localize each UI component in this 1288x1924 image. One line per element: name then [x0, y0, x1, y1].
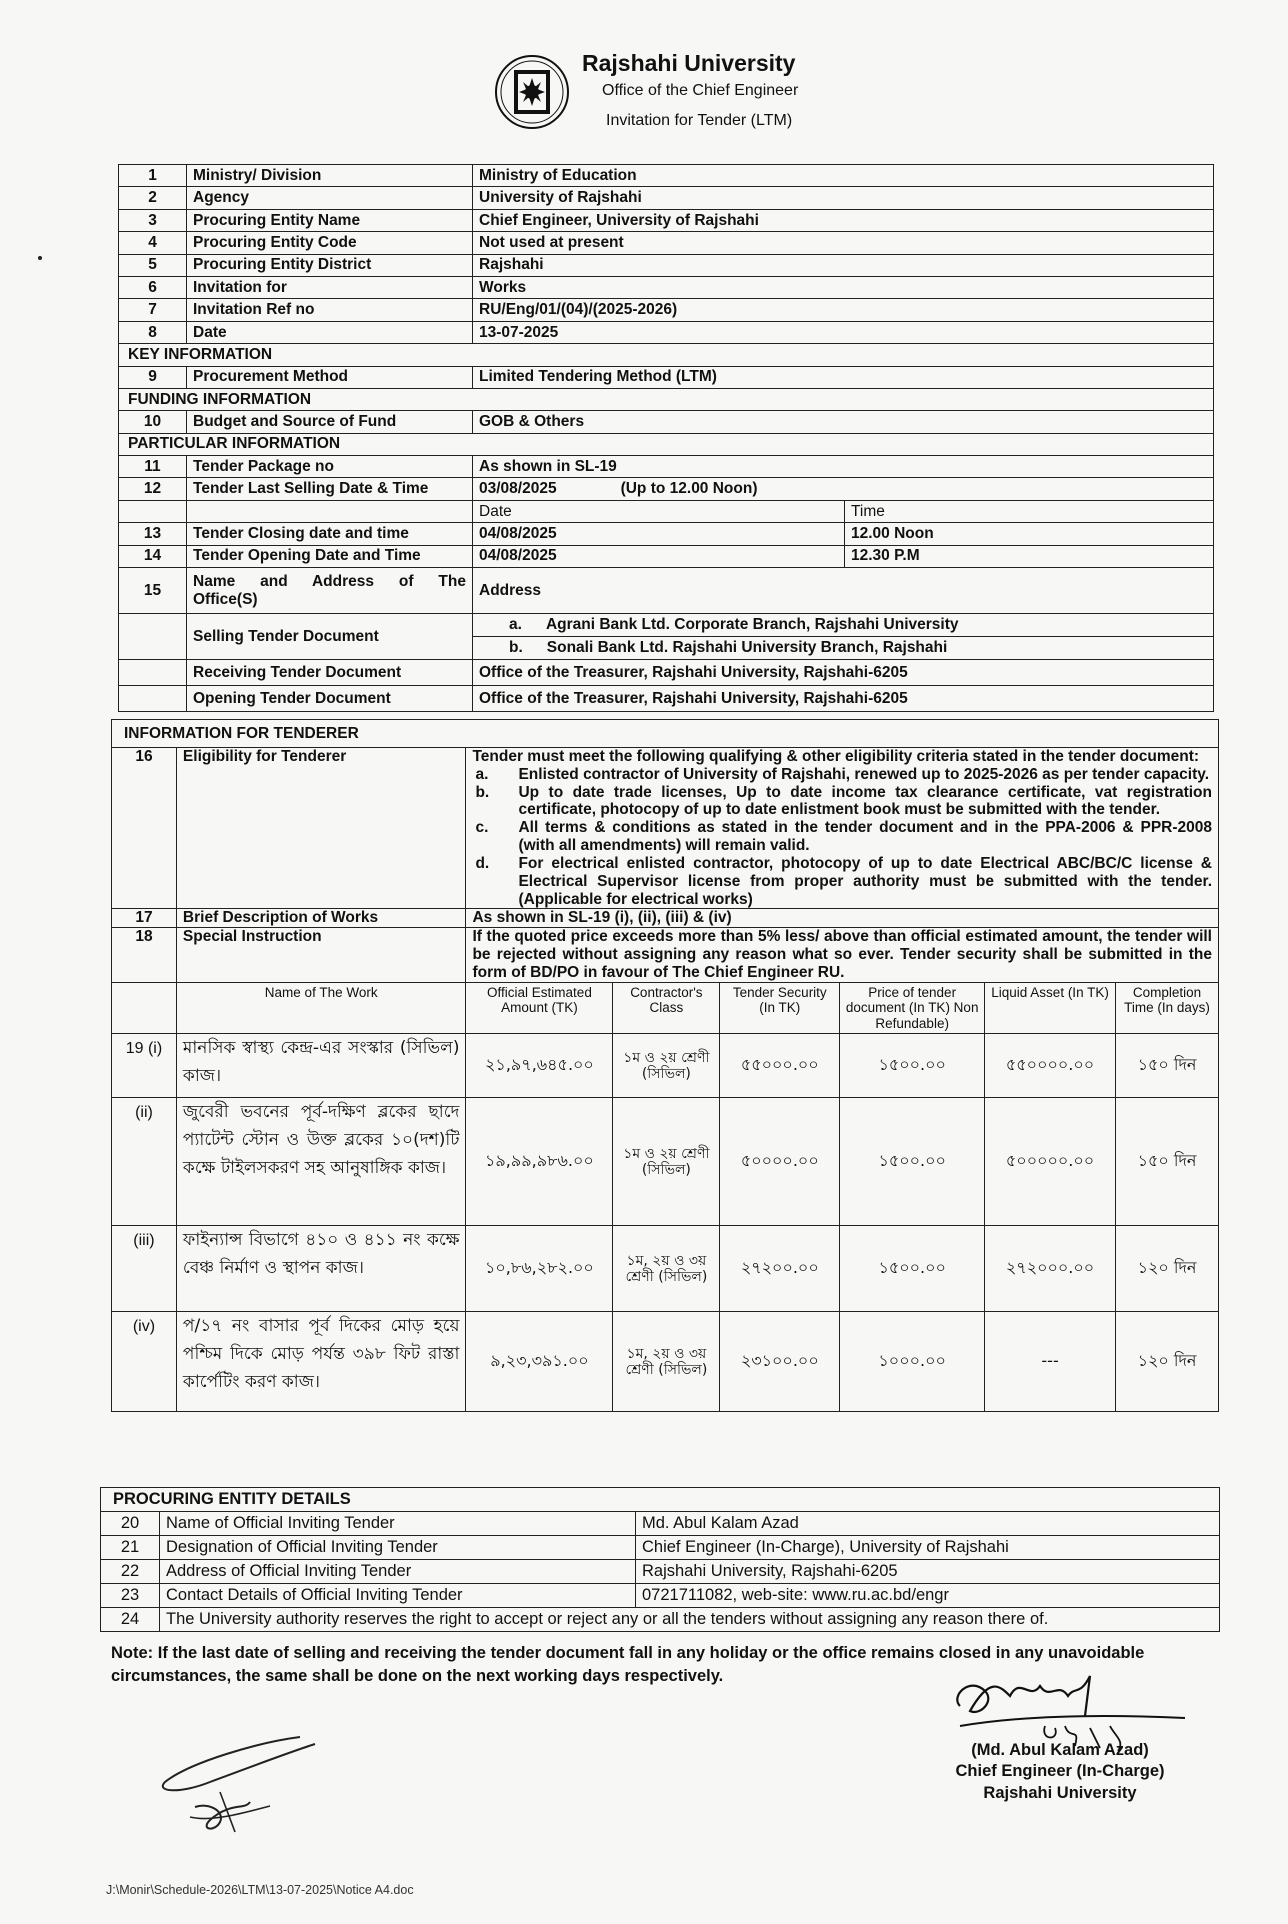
sl-cell: 10	[119, 411, 187, 433]
sl-cell: 13	[119, 523, 187, 545]
date-cell: 04/08/2025	[473, 545, 845, 567]
sl-cell: 5	[119, 254, 187, 276]
label-cell: Designation of Official Inviting Tender	[160, 1536, 636, 1560]
value-cell: As shown in SL-19	[473, 456, 1214, 478]
section-heading-row	[119, 344, 1214, 366]
label-cell: Procuring Entity District	[187, 254, 473, 276]
column-header: Price of tender document (In TK) Non Refundable)	[840, 982, 985, 1034]
contractor-class: ১ম, ২য় ও ৩য় শ্রেণী (সিভিল)	[613, 1312, 720, 1412]
selling-bank-a: a. Agrani Bank Ltd. Corporate Branch, Rajshahi University	[473, 614, 1214, 637]
label-cell: Tender Last Selling Date & Time	[187, 478, 473, 500]
table-row	[119, 232, 1214, 254]
work-name: ফাইন্যান্স বিভাগে ৪১০ ও ৪১১ নং কক্ষে বেঞ্চ নির্মাণ ও স্থাপন কাজ।	[176, 1226, 466, 1312]
label-cell: Address of Official Inviting Tender	[160, 1560, 636, 1584]
sl-cell: 24	[101, 1608, 160, 1632]
section-heading-row	[119, 388, 1214, 410]
label-cell: Procurement Method	[187, 366, 473, 388]
table-row	[101, 1536, 1220, 1560]
sl-cell: 16	[112, 748, 177, 909]
contractor-class: ১ম ও ২য় শ্রেণী (সিভিল)	[613, 1098, 720, 1226]
table-row	[119, 299, 1214, 321]
tender-security: ৫০০০০.০০	[720, 1098, 840, 1226]
file-path: J:\Monir\Schedule-2026\LTM\13-07-2025\Notice A4.doc	[106, 1883, 414, 1897]
label-cell: Budget and Source of Fund	[187, 411, 473, 433]
label-cell: Name of Official Inviting Tender	[160, 1512, 636, 1536]
label-cell: Name and Address of The Office(S)	[187, 568, 473, 614]
table-row	[112, 909, 1219, 928]
section-heading: PARTICULAR INFORMATION	[119, 433, 1214, 455]
value-cell: University of Rajshahi	[473, 187, 1214, 209]
value-cell: Ministry of Education	[473, 165, 1214, 187]
eligibility-criteria	[466, 748, 1219, 909]
sl-cell: 4	[119, 232, 187, 254]
criteria-item: b. Up to date trade licenses, Up to date income tax clearance certificate, vat registration certificate, photocopy of up to date enlistment book must be submitted with the tender.	[475, 783, 1212, 819]
table-row	[119, 614, 1214, 637]
label-cell: Eligibility for Tenderer	[176, 748, 466, 909]
sl-cell: 11	[119, 456, 187, 478]
selling-bank-b: b. Sonali Bank Ltd. Rajshahi University Branch, Rajshahi	[473, 637, 1214, 660]
column-header: Liquid Asset (In TK)	[985, 982, 1116, 1034]
table-row	[112, 748, 1219, 909]
table-row	[119, 254, 1214, 276]
liquid-asset: ৫৫০০০০.০০	[985, 1034, 1116, 1098]
label-cell: Receiving Tender Document	[187, 660, 473, 686]
value-cell: Rajshahi	[473, 254, 1214, 276]
table-row	[101, 1512, 1220, 1536]
completion-time: ১৫০ দিন	[1116, 1034, 1219, 1098]
table-row	[101, 1584, 1220, 1608]
label-cell: Invitation for	[187, 276, 473, 298]
document-price: ১৫০০.০০	[840, 1226, 985, 1312]
sl-cell: 21	[101, 1536, 160, 1560]
estimated-amount: ১০,৮৬,২৮২.০০	[466, 1226, 613, 1312]
sl-cell: 2	[119, 187, 187, 209]
column-header: Tender Security (In TK)	[720, 982, 840, 1034]
work-name: জুবেরী ভবনের পূর্ব-দক্ষিণ ব্লকের ছাদে প্যাটেন্ট স্টোন ও উক্ত ব্লকের ১০(দশ)টি কক্ষে টাইলসকরণ সহ আনুষাঙ্গিক কাজ।	[176, 1098, 466, 1226]
value-cell: GOB & Others	[473, 411, 1214, 433]
invitation-title: Invitation for Tender (LTM)	[606, 112, 793, 129]
value-cell: As shown in SL-19 (i), (ii), (iii) & (iv)	[466, 909, 1219, 928]
work-row	[112, 1034, 1219, 1098]
section-heading-row	[119, 433, 1214, 455]
tender-info-table	[118, 164, 1214, 712]
estimated-amount: ২১,৯৭,৬৪৫.০০	[466, 1034, 613, 1098]
tenderer-info-table	[111, 719, 1219, 1412]
value-cell	[473, 478, 1214, 500]
table-row	[119, 187, 1214, 209]
sl-cell: 23	[101, 1584, 160, 1608]
value-cell: Address	[473, 568, 1214, 614]
sl-cell: 6	[119, 276, 187, 298]
label-cell: Special Instruction	[176, 928, 466, 982]
sl-cell: 7	[119, 299, 187, 321]
value-cell: Limited Tendering Method (LTM)	[473, 366, 1214, 388]
tender-security: ৫৫০০০.০০	[720, 1034, 840, 1098]
time-column-heading: Time	[845, 500, 1214, 522]
label-cell: Date	[187, 321, 473, 343]
criteria-item: d. For electrical enlisted contractor, photocopy of up to date Electrical ABC/BC/C license & Electrical Supervisor license from proper authority must be submitted with the tender. (Applicable for electrical works)	[475, 854, 1212, 908]
contractor-class: ১ম ও ২য় শ্রেণী (সিভিল)	[613, 1034, 720, 1098]
sl-cell: 15	[119, 568, 187, 614]
value-cell: Office of the Treasurer, Rajshahi University, Rajshahi-6205	[473, 686, 1214, 712]
value-cell: Chief Engineer (In-Charge), University of Rajshahi	[636, 1536, 1220, 1560]
value-cell: 0721711082, web-site: www.ru.ac.bd/engr	[636, 1584, 1220, 1608]
value-cell: RU/Eng/01/(04)/(2025-2026)	[473, 299, 1214, 321]
reservation-clause: The University authority reserves the right to accept or reject any or all the tenders without assigning any reason there of.	[160, 1608, 1220, 1632]
sl-cell: 22	[101, 1560, 160, 1584]
sl-cell: (ii)	[112, 1098, 177, 1226]
contractor-class: ১ম, ২য় ও ৩য় শ্রেণী (সিভিল)	[613, 1226, 720, 1312]
table-row	[119, 660, 1214, 686]
office-name: Office of the Chief Engineer	[602, 82, 799, 99]
table-row	[119, 478, 1214, 500]
label-cell: Opening Tender Document	[187, 686, 473, 712]
eligibility-intro: Tender must meet the following qualifying & other eligibility criteria stated in the tender document:	[472, 748, 1200, 765]
table-row	[119, 686, 1214, 712]
work-row	[112, 1098, 1219, 1226]
work-row	[112, 1312, 1219, 1412]
liquid-asset: ২৭২০০০.০০	[985, 1226, 1116, 1312]
value-cell: 13-07-2025	[473, 321, 1214, 343]
label-cell: Ministry/ Division	[187, 165, 473, 187]
table-row	[119, 545, 1214, 567]
completion-time: ১২০ দিন	[1116, 1312, 1219, 1412]
label-cell: Tender Opening Date and Time	[187, 545, 473, 567]
estimated-amount: ৯,২৩,৩৯১.০০	[466, 1312, 613, 1412]
time-cell: 12.00 Noon	[845, 523, 1214, 545]
table-row	[119, 568, 1214, 614]
column-header: Contractor's Class	[613, 982, 720, 1034]
column-header: Name of The Work	[176, 982, 466, 1034]
section-heading: PROCURING ENTITY DETAILS	[101, 1488, 1220, 1512]
special-instruction: If the quoted price exceeds more than 5% less/ above than official estimated amount, the tender will be rejected without assigning any reason what so ever. Tender security shall be submitted in the form of BD/PO in favour of The Chief Engineer RU.	[466, 928, 1219, 982]
date-cell: 04/08/2025	[473, 523, 845, 545]
column-header: Official Estimated Amount (TK)	[466, 982, 613, 1034]
estimated-amount: ১৯,৯৯,৯৮৬.০০	[466, 1098, 613, 1226]
table-row	[119, 500, 1214, 522]
table-row	[112, 928, 1219, 982]
document-price: ১৫০০.০০	[840, 1098, 985, 1226]
time-cell: 12.30 P.M	[845, 545, 1214, 567]
sl-cell: 18	[112, 928, 177, 982]
tender-security: ২৩১০০.০০	[720, 1312, 840, 1412]
sl-cell: (iv)	[112, 1312, 177, 1412]
sl-cell: 9	[119, 366, 187, 388]
criteria-item: c. All terms & conditions as stated in the tender document and in the PPA-2006 & PPR-2008 (with all amendments) will remain valid.	[475, 819, 1212, 855]
value-cell: Rajshahi University, Rajshahi-6205	[636, 1560, 1220, 1584]
work-name: প/১৭ নং বাসার পূর্ব দিকের মোড় হয়ে পশ্চিম দিকে মোড় পর্যন্ত ৩৯৮ ফিট রাস্তা কার্পেটিং করণ কাজ।	[176, 1312, 466, 1412]
section-heading: INFORMATION FOR TENDERER	[112, 720, 1219, 748]
sl-cell: 12	[119, 478, 187, 500]
completion-time: ১৫০ দিন	[1116, 1098, 1219, 1226]
table-row	[119, 276, 1214, 298]
label-cell: Procuring Entity Name	[187, 209, 473, 231]
value-cell: Md. Abul Kalam Azad	[636, 1512, 1220, 1536]
sl-cell: 3	[119, 209, 187, 231]
section-heading-row	[112, 720, 1219, 748]
procuring-entity-table	[100, 1487, 1220, 1632]
column-header: Completion Time (In days)	[1116, 982, 1219, 1034]
liquid-asset: ৫০০০০০.০০	[985, 1098, 1116, 1226]
date-column-heading: Date	[473, 500, 845, 522]
document-price: ১০০০.০০	[840, 1312, 985, 1412]
value-cell: Chief Engineer, University of Rajshahi	[473, 209, 1214, 231]
sl-cell: 17	[112, 909, 177, 928]
completion-time: ১২০ দিন	[1116, 1226, 1219, 1312]
table-row	[119, 366, 1214, 388]
label-cell: Tender Package no	[187, 456, 473, 478]
table-row	[101, 1608, 1220, 1632]
table-row	[119, 165, 1214, 187]
signatory-name: (Md. Abul Kalam Azad)	[971, 1741, 1149, 1759]
signature-block	[930, 1740, 1190, 1804]
selling-time: (Up to 12.00 Noon)	[620, 480, 758, 498]
tender-security: ২৭২০০.০০	[720, 1226, 840, 1312]
label-cell: Selling Tender Document	[187, 614, 473, 660]
work-name: মানসিক স্বাস্থ্য কেন্দ্র-এর সংস্কার (সিভিল) কাজ।	[176, 1034, 466, 1098]
speck	[38, 256, 42, 260]
table-row	[119, 523, 1214, 545]
document-price: ১৫০০.০০	[840, 1034, 985, 1098]
works-header-row	[112, 982, 1219, 1034]
selling-date: 03/08/2025	[479, 480, 557, 498]
section-heading: FUNDING INFORMATION	[119, 388, 1214, 410]
label-cell: Brief Description of Works	[176, 909, 466, 928]
value-cell: Not used at present	[473, 232, 1214, 254]
work-row	[112, 1226, 1219, 1312]
table-row	[119, 209, 1214, 231]
sl-cell: 20	[101, 1512, 160, 1536]
value-cell: Office of the Treasurer, Rajshahi University, Rajshahi-6205	[473, 660, 1214, 686]
signatory-institution: Rajshahi University	[983, 1783, 1137, 1802]
label-cell: Tender Closing date and time	[187, 523, 473, 545]
liquid-asset: ---	[985, 1312, 1116, 1412]
section-heading-row	[101, 1488, 1220, 1512]
sl-cell: 14	[119, 545, 187, 567]
label-cell: Contact Details of Official Inviting Tender	[160, 1584, 636, 1608]
table-row	[119, 411, 1214, 433]
section-heading: KEY INFORMATION	[119, 344, 1214, 366]
sl-cell: 1	[119, 165, 187, 187]
note-text: Note: If the last date of selling and receiving the tender document fall in any holiday or the office remains closed in any unavoidable circumstances, the same shall be done on the next working days respectively.	[111, 1644, 1145, 1686]
university-name: Rajshahi University	[582, 50, 796, 76]
left-signature-icon	[150, 1722, 350, 1842]
criteria-item: a. Enlisted contractor of University of Rajshahi, renewed up to 2025-2026 as per tender capacity.	[475, 765, 1210, 783]
table-row	[119, 456, 1214, 478]
sl-cell: (iii)	[112, 1226, 177, 1312]
label-cell: Invitation Ref no	[187, 299, 473, 321]
letterhead	[494, 50, 874, 150]
university-logo-icon	[494, 54, 570, 130]
label-cell: Agency	[187, 187, 473, 209]
signatory-designation: Chief Engineer (In-Charge)	[955, 1762, 1165, 1781]
label-cell: Procuring Entity Code	[187, 232, 473, 254]
table-row	[101, 1560, 1220, 1584]
sl-cell: 19 (i)	[112, 1034, 177, 1098]
table-row	[119, 321, 1214, 343]
value-cell: Works	[473, 276, 1214, 298]
sl-cell: 8	[119, 321, 187, 343]
